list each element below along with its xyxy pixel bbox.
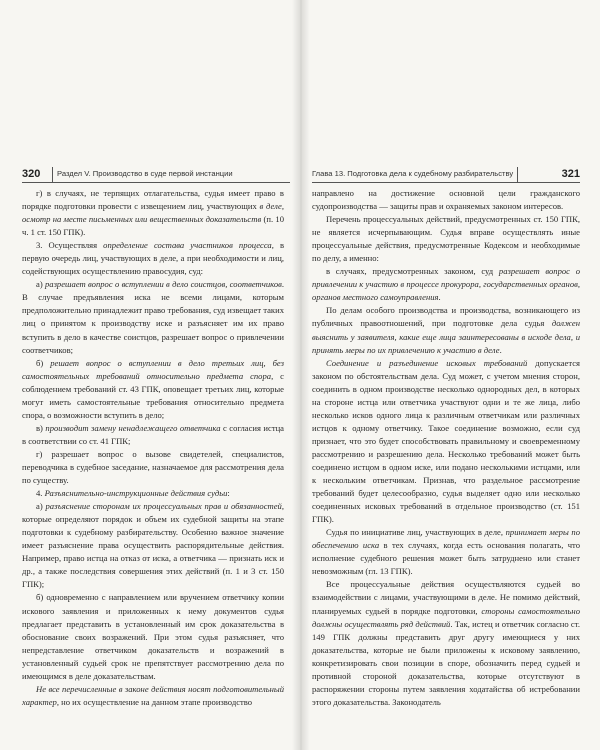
paragraph xyxy=(22,683,284,709)
paragraph-text: в) xyxy=(36,422,46,433)
right-running-head xyxy=(312,167,580,183)
paragraph-text: Все процессуальные действия осуществляются судьей во взаимодействии с лицами, участвующими в деле. Не помимо действий, планируемых судьей в порядке подготовки, xyxy=(312,579,580,616)
paragraph-text: : xyxy=(227,488,230,499)
paragraph-text: в тех случаях, когда есть основания полагать, что исполнение судебного решения может быть затруднено или станет невозможным (гл. 13 ГПК). xyxy=(312,540,580,577)
emphasis-text: Не все перечисленные в законе действия носят подготовительный характер xyxy=(22,683,284,707)
paragraph-text: , в первую очередь лиц, участвующих в деле, а при необходимости и лиц, содействующих осуществлению правосудия, суд: xyxy=(22,240,285,277)
paragraph xyxy=(22,278,284,356)
paragraph-text: г) в случаях, не терпящих отлагательства, судья имеет право в порядке подготовки провести с извещением лиц, участвующих xyxy=(22,188,284,212)
paragraph xyxy=(22,500,284,591)
paragraph-text: допускается законом по обстоятельствам дела. Суд может, с учетом мнения сторон, соединить в одном производстве несколько однородных дел, в которых на стороне истца или ответчика участвуют одни и те же лица, либо несколько исков одного лица к различным ответчикам или различных истцов к одному ответчику. Такое соединение возможно, если суд признает, что это будет способствовать правильному и своевременному рассмотрению и разрешению дела. Несколько требований может быть соединено истцом в одном иске, или подано несколькими истцами, или к нескольким ответчикам. Признав, что раздельное рассмотрение требований будет целесообразно, судья выделяет одно или несколько соединенных исковых требований в отдельное производство (ст. 151 ГПК). xyxy=(312,357,580,525)
paragraph xyxy=(22,187,284,239)
paragraph-text: По делам особого производства и производства, возникающего из публичных правоотношений, при подготовке дела судья xyxy=(312,305,580,329)
left-page-number: 320 xyxy=(22,168,41,180)
paragraph-text: . Так, истец и ответчик согласно ст. 149 ГПК должны представить друг другу имеющиеся у них доказательства, которые не были приложены к исковому заявлению, конкретизировать свои позиции в споре, обозначить перед судьей и противной стороной доказательства, которые отсутствуют в распоряжении стороны путем заявления ходатайства об истребовании этого доказательства. Законодатель xyxy=(312,618,580,707)
paragraph xyxy=(22,422,284,448)
paragraph-text: Перечень процессуальных действий, предусмотренных ст. 150 ГПК, не является исчерпывающим. Судья вправе осуществлять иные процессуальные действия, предусмотренные Кодексом и необходимые по делу, а именно: xyxy=(312,214,580,264)
paragraph xyxy=(22,591,284,682)
emphasis-text: в деле, осмотр на месте письменных или вещественных доказательств xyxy=(22,201,284,225)
paragraph-text: г) разрешает вопрос о вызове свидетелей, специалистов, переводчика в судебное заседание, назначаемое для рассмотрения дела по существу. xyxy=(22,448,284,486)
paragraph xyxy=(312,357,580,527)
paragraph-text: направлено на достижение основной цели гражданского судопроизводства — защиты прав и охраняемых законом интересов. xyxy=(312,188,580,212)
paragraph xyxy=(312,265,580,304)
paragraph-text: а) xyxy=(36,501,46,512)
emphasis-text: разрешает вопрос о привлечении к участию в процессе прокурора, государственных органов, органов местного самоуправления xyxy=(312,266,580,303)
paragraph-text: , с соблюдением требований ст. 43 ГПК, оповещает третьих лиц, которые могут иметь самостоятельные требования относительно предмета спора, о возможности вступить в дело; xyxy=(22,370,284,420)
left-running-title: Раздел V. Производство в суде первой инстанции xyxy=(52,167,233,182)
paragraph-text: (п. 10 ч. 1 ст. 150 ГПК). xyxy=(22,214,284,238)
paragraph xyxy=(312,578,580,708)
right-page xyxy=(300,0,600,750)
paragraph-text: . В случае предъявления иска не всеми лицами, которым предположительно принадлежит право требования, суд извещает таких лиц о принятом к производству иске и разъясняет им их право вступить в дело в качестве соистцов, разрешает вопрос о привлечении соответчиков; xyxy=(22,279,284,355)
emphasis-text: должен выяснить у заявителя, какие еще лица заинтересованы в исходе дела, и принять меры по их привлечению к участию в деле xyxy=(312,318,580,355)
paragraph-text: . xyxy=(438,292,441,303)
paragraph-text: 4. xyxy=(36,488,45,499)
paragraph xyxy=(22,487,284,500)
paragraph xyxy=(22,357,284,422)
emphasis-text: производит замену ненадлежащего ответчика xyxy=(45,422,221,433)
paragraph-text: 3. Осуществляя xyxy=(36,240,104,251)
emphasis-text: Разъяснительно-инструкционные действия судьи xyxy=(44,488,228,499)
emphasis-text: разрешает вопрос о вступлении в дело соистцов, соответчиков xyxy=(44,279,282,290)
paragraph-text: б) xyxy=(36,357,51,368)
paragraph xyxy=(312,526,580,578)
paragraph-text: в случаях, предусмотренных законом, суд xyxy=(326,266,499,277)
paragraph xyxy=(312,213,580,265)
paragraph-text: , но их осуществление на данном этапе производство xyxy=(56,696,253,707)
paragraph xyxy=(312,187,580,213)
right-body-text xyxy=(312,187,580,709)
right-page-number: 321 xyxy=(561,168,580,180)
left-body-text xyxy=(22,187,284,709)
emphasis-text: принимает меры по обеспечению иска xyxy=(312,527,581,551)
emphasis-text: решает вопрос о вступлении в дело третьих лиц, без самостоятельных требований относительно предмета спора xyxy=(22,357,284,381)
right-running-title: Глава 13. Подготовка дела к судебному разбирательству xyxy=(312,167,518,182)
emphasis-text: Соединение и разъединение исковых требований xyxy=(326,357,528,368)
paragraph xyxy=(312,304,580,356)
paragraph xyxy=(22,239,284,278)
paragraph xyxy=(22,448,284,487)
paragraph-text: , которые определяют порядок и объем их судебной защиты на этапе подготовки к судебному разбирательству. Особенно важное значение имеет разъяснение права осуществить распорядительные действия. Например, право истца на отказ от иска, а ответчика — признать иск и др., а также последствия совершения этих действий (п. 1 и 3 ст. 150 ГПК); xyxy=(22,501,284,590)
paragraph-text: а) xyxy=(36,279,45,290)
paragraph-text: Судья по инициативе лиц, участвующих в деле, xyxy=(326,527,506,538)
emphasis-text: разъяснение сторонам их процессуальных прав и обязанностей xyxy=(45,501,282,512)
emphasis-text: стороны самостоятельно должны осуществлять ряд действий xyxy=(312,605,580,629)
paragraph-text: с согласия истца в соответствии со ст. 41 ГПК; xyxy=(22,422,284,446)
paragraph-text: б) одновременно с направлением или вручением ответчику копии искового заявления и приложенных к нему документов судья предлагает представить в установленный им срок доказательства в обоснование своих возражений. При этом судья разъясняет, что непредставление ответчиком доказательств и возражений в установленный судьей срок не препятствует рассмотрению дела по имеющимся в деле доказательствам. xyxy=(22,592,284,681)
left-running-head xyxy=(22,167,290,183)
paragraph-text: . xyxy=(499,344,502,355)
emphasis-text: определение состава участников процесса xyxy=(103,240,272,251)
